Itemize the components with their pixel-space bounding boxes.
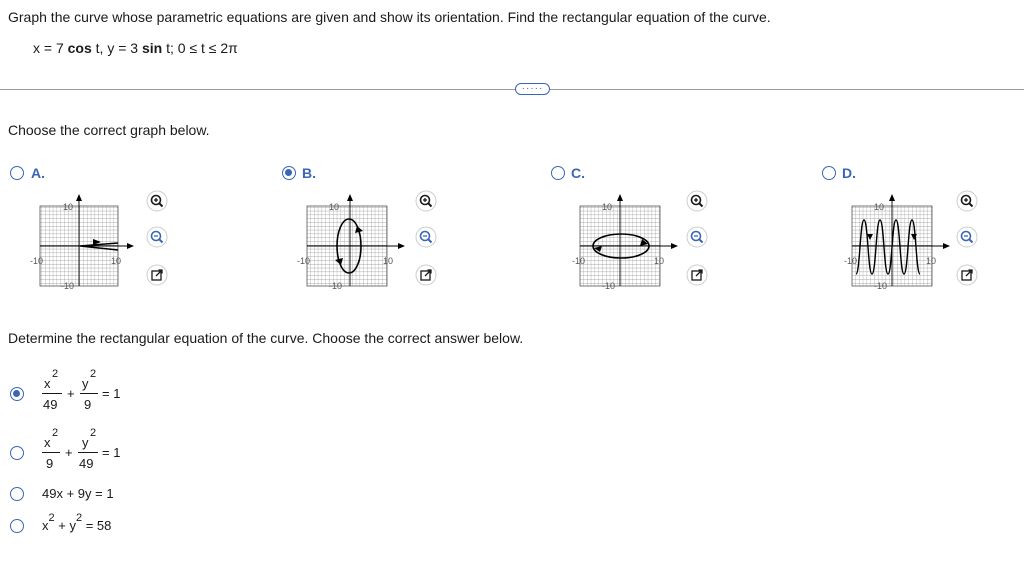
graph-c-right-label: 10 [654, 256, 665, 266]
graph-d[interactable] [840, 188, 960, 298]
graph-b[interactable] [295, 188, 415, 298]
parametric-equation [33, 40, 238, 56]
eq-x-part: x = 7 [33, 40, 68, 56]
graph-prompt: Choose the correct graph below. [8, 122, 210, 138]
graph-b-right-label: 10 [383, 256, 394, 266]
option-c-label: C. [571, 165, 585, 181]
graph-d-top-label: 10 [874, 202, 885, 212]
question-text: Graph the curve whose parametric equations are given and show its orientation. Find the rectangular equation of the curve. [8, 9, 771, 25]
graph-b-svg [295, 188, 415, 298]
answer-2-d1: 9 [46, 456, 54, 471]
graph-b-top-label: 10 [329, 202, 340, 212]
graph-a-top-label: 10 [63, 202, 74, 212]
graph-d-zoom-in-icon[interactable] [956, 190, 978, 212]
graph-d-pop-out-icon[interactable] [956, 264, 978, 286]
graph-d-left-label: -10 [844, 256, 858, 266]
graph-d-zoom-out-icon[interactable] [956, 226, 978, 248]
more-button[interactable]: ····· [515, 83, 550, 95]
answer-2-d2: 49 [79, 456, 94, 471]
answer-2-radio[interactable] [10, 446, 24, 460]
answer-2-n2: y [82, 435, 89, 450]
answer-2-equation [40, 427, 130, 471]
answer-4-mid: + y [54, 518, 76, 533]
eq-end-part: t; 0 ≤ t ≤ 2π [162, 40, 238, 56]
answer-1-equation [40, 368, 130, 412]
graph-b-zoom-out-icon[interactable] [415, 226, 437, 248]
answer-1-e1: 2 [52, 368, 59, 380]
answer-1-plus: + [67, 386, 75, 401]
graph-b-pop-out-icon[interactable] [415, 264, 437, 286]
answer-2-fraction-bar-2 [78, 452, 98, 453]
graph-a-bottom-label: -10 [61, 281, 75, 291]
option-a-radio[interactable] [10, 166, 24, 180]
graph-c-zoom-in-icon[interactable] [686, 190, 708, 212]
answer-1-n1: x [44, 376, 51, 391]
answer-4-x: x [42, 518, 49, 533]
option-d-label: D. [842, 165, 856, 181]
equation-prompt: Determine the rectangular equation of the curve. Choose the correct answer below. [8, 330, 524, 346]
graph-a-zoom-out-icon[interactable] [146, 226, 168, 248]
graph-a-pop-out-icon[interactable] [146, 264, 168, 286]
graph-c-pop-out-icon[interactable] [686, 264, 708, 286]
answer-2-plus: + [65, 445, 73, 460]
option-b-radio[interactable] [282, 166, 296, 180]
answer-1-fraction-bar-1 [42, 393, 62, 394]
answer-3-equation: 49x + 9y = 1 [42, 486, 114, 501]
graph-d-bottom-label: -10 [874, 281, 888, 291]
answer-2-rhs: = 1 [102, 445, 121, 460]
graph-b-zoom-in-icon[interactable] [415, 190, 437, 212]
answer-1-rhs: = 1 [102, 386, 121, 401]
graph-c-svg [568, 188, 688, 298]
answer-4-rhs: = 58 [82, 518, 112, 533]
graph-c[interactable] [568, 188, 688, 298]
graph-a[interactable] [30, 188, 150, 298]
option-b-label: B. [302, 165, 316, 181]
graph-d-svg [840, 188, 960, 298]
answer-4-radio[interactable] [10, 519, 24, 533]
graph-a-right-label: 10 [111, 256, 122, 266]
eq-sin: sin [141, 40, 163, 56]
option-d-radio[interactable] [822, 166, 836, 180]
answer-2-n1: x [44, 435, 51, 450]
eq-mid-part: t, y = 3 [91, 40, 142, 56]
graph-a-zoom-in-icon[interactable] [146, 190, 168, 212]
answer-2-e1: 2 [52, 427, 59, 439]
answer-1-radio[interactable] [10, 387, 24, 401]
answer-2-e2: 2 [90, 427, 97, 439]
eq-cos: cos [67, 40, 92, 56]
answer-4-exp-b: 2 [75, 512, 83, 524]
answer-1-fraction-bar-2 [80, 393, 98, 394]
graph-c-top-label: 10 [602, 202, 613, 212]
option-c-radio[interactable] [551, 166, 565, 180]
graph-a-svg [30, 188, 150, 298]
graph-c-zoom-out-icon[interactable] [686, 226, 708, 248]
graph-b-left-label: -10 [297, 256, 311, 266]
answer-2-fraction-bar-1 [42, 452, 60, 453]
graph-b-bottom-label: -10 [329, 281, 343, 291]
answer-1-d2: 9 [84, 397, 92, 412]
answer-1-d1: 49 [43, 397, 58, 412]
answer-4-equation [42, 510, 111, 536]
option-a-label: A. [31, 165, 45, 181]
answer-1-e2: 2 [90, 368, 97, 380]
graph-c-left-label: -10 [572, 256, 586, 266]
section-divider [0, 89, 1024, 90]
answer-4-exp-a: 2 [48, 512, 55, 524]
graph-d-right-label: 10 [926, 256, 937, 266]
graph-a-left-label: -10 [30, 256, 44, 266]
answer-1-n2: y [82, 376, 89, 391]
graph-c-bottom-label: -10 [602, 281, 616, 291]
answer-3-radio[interactable] [10, 487, 24, 501]
